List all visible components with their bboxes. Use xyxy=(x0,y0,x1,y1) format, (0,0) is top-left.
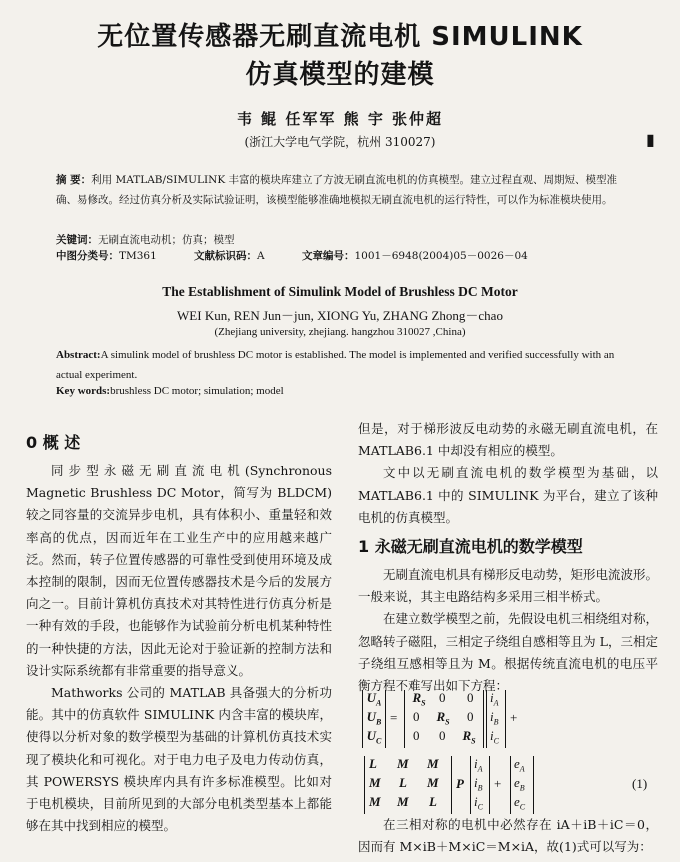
english-keywords-label: Key words: xyxy=(56,385,111,397)
keywords-cn-text: 无刷直流电动机；仿真；模型 xyxy=(98,234,235,246)
equation-1: $U_A$ $U_B$ $U_C$ = $R_S$ 0 0 0 $R_S$ 0 0 0 $R_S$ $i_A$ $i_B$ $i_C$ + L M M M L M M M L P $i_A$ $i_B$ $i_C$ + $e_A$ $e_B$ $e_C$ (1) xyxy=(362,690,662,810)
english-title: The Establishment of Simulink Model of Brushless DC Motor xyxy=(162,284,518,299)
english-keywords xyxy=(56,385,636,397)
current-vector: $i_A$ $i_B$ $i_C$ xyxy=(486,690,506,748)
abstract-cn-label: 摘 要： xyxy=(56,174,92,186)
right-paragraph4: 在三相对称的电机中必然存在 iA＋iB＋iC＝0，因而有 M×iB＋M×iC＝M×iA，故(1)式可以写为： xyxy=(358,817,658,855)
english-affiliation: (Zhejiang university, zhejiang. hangzhou 310027 ,China) xyxy=(214,326,466,338)
right-paragraph0: 但是，对于梯形波反电动势的永磁无刷直流电机，在 MATLAB6.1 中却没有相应的模型。 xyxy=(358,421,658,459)
abstract-cn xyxy=(56,170,636,210)
authors-cn: 韦 鲲 任军军 熊 宇 张仲超 xyxy=(236,110,444,128)
english-keywords-text: brushless DC motor; simulation; model xyxy=(110,385,284,397)
margin-mark: ▮ xyxy=(646,130,655,149)
clc-entry xyxy=(56,248,157,263)
right-column-body xyxy=(358,564,658,697)
right-paragraph3: 在建立数学模型之前，先假设电机三相绕组对称，忽略转子磁阻，三相定子绕组自感相等且为 L，三相定子绕组互感相等且为 M。根据传统直流电机的电压平衡方程不难写出如下方程： xyxy=(358,611,659,694)
doc-code-entry xyxy=(194,248,265,263)
doc-code-label: 文献标识码： xyxy=(194,250,257,262)
section0-paragraph1: 同步型永磁无刷直流电机(Synchronous Magnetic Brushless DC Motor，简写为 BLDCM)较之同容量的交流异步电机，具有体积小、重量轻和效率高的优点，因而近年在工业生产中的应用越来越广泛。然而，转子位置传感器的可靠性受到使用环境及成本控制的限制，因而无位置传感器技术是今后的发展方向之一。目前计算机仿真技术对其特性进行仿真分析是一种有效的手段，也能够作为试验前分析电机某种特性的一种快捷的方法，因此无论对于验证新的控制方法和设计实际系统都有非常重要的指导意义。 xyxy=(26,463,332,678)
section0-heading: 0 概 述 xyxy=(26,433,81,452)
clc-label: 中图分类号： xyxy=(56,250,119,262)
article-number-value: 1001－6948(2004)05－0026－04 xyxy=(354,250,528,262)
article-number-entry xyxy=(302,248,528,263)
emf-vector: $e_A$ $e_B$ $e_C$ xyxy=(510,756,534,814)
current-vector-2: $i_A$ $i_B$ $i_C$ xyxy=(470,756,490,814)
keywords-cn xyxy=(56,230,636,250)
section0-paragraph2: Mathworks 公司的 MATLAB 具备强大的分析功能。其中的仿真软件 SIMULINK 内含丰富的模块库，使得以分析对象的数学模型为基础的计算机仿真技术实现了模块化和可视化。对于电力电子及电力传动仿真，其 POWERSYS 模块库内具有许多标准模型。比如对于电机模块，目前所见到的大部分电机类型基本上都能够在其中找到相应的模型。 xyxy=(26,685,332,834)
english-abstract-label: Abstract: xyxy=(56,349,101,361)
right-paragraph1: 文中以无刷直流电机的数学模型为基础，以 MATLAB6.1 中的 SIMULINK 为平台，建立了该种电机的仿真模型。 xyxy=(358,465,658,525)
paper-title-line1: 无位置传感器无刷直流电机 SIMULINK xyxy=(97,22,583,52)
resistance-matrix: $R_S$ 0 0 0 $R_S$ 0 0 0 $R_S$ xyxy=(404,690,484,748)
right-column-bottom xyxy=(358,814,658,858)
left-column xyxy=(26,460,332,837)
english-authors: WEI Kun, REN Jun－jun, XIONG Yu, ZHANG Zhong－chao xyxy=(177,308,503,323)
affiliation-cn: (浙江大学电气学院，杭州 310027) xyxy=(244,135,436,149)
paper-title-line2: 仿真模型的建模 xyxy=(245,60,435,90)
section1-heading: 1 永磁无刷直流电机的数学模型 xyxy=(358,537,583,556)
english-abstract xyxy=(56,345,636,385)
inductance-matrix: L M M M L M M M L xyxy=(364,756,452,814)
abstract-cn-text: 利用 MATLAB/SIMULINK 丰富的模块库建立了方波无刷直流电机的仿真模型。建立过程直观、周期短、模型准确、易修改。经过仿真分析及实际试验证明，该模型能够准确地模拟无刷直流电机的运行特性，可以作为标准模块使用。 xyxy=(56,174,617,206)
article-number-label: 文章编号： xyxy=(302,250,355,262)
right-paragraph2: 无刷直流电机具有梯形反电动势，矩形电流波形。一般来说，其主电路结构多采用三相半桥式。 xyxy=(358,567,659,605)
keywords-cn-label: 关键词： xyxy=(56,234,98,246)
english-abstract-text: A simulink model of brushless DC motor is established. The model is implemented and verified successfully with an actual experiment. xyxy=(56,349,615,381)
voltage-vector: $U_A$ $U_B$ $U_C$ xyxy=(362,690,386,748)
clc-value: TM361 xyxy=(119,250,157,262)
right-column-top xyxy=(358,418,658,529)
equation-number: (1) xyxy=(632,776,648,791)
doc-code-value: A xyxy=(257,250,265,262)
